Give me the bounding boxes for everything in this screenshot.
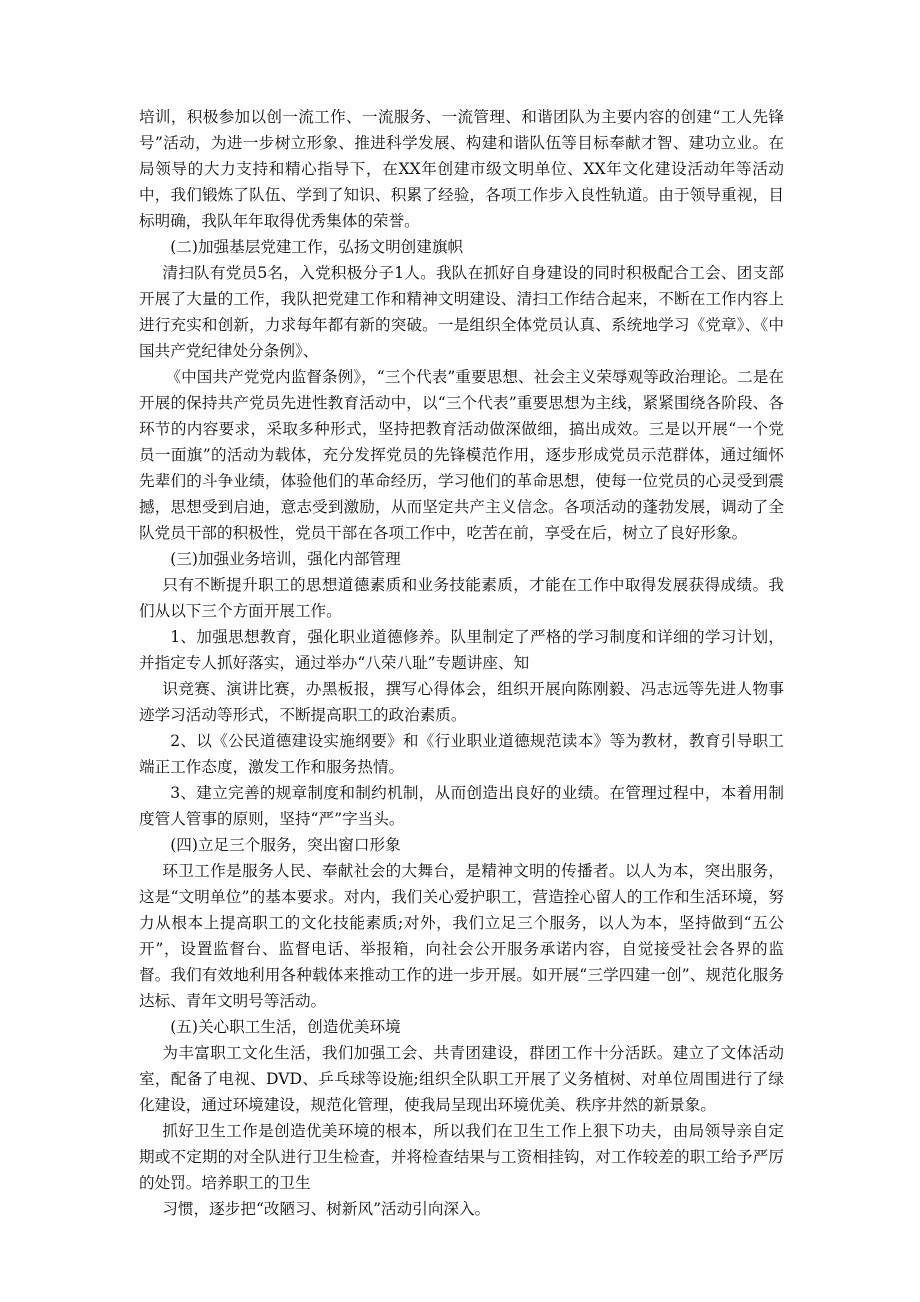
paragraph-7: 1、加强思想教育，强化职业道德修养。队里制定了严格的学习制度和详细的学习计划，并指定专人抓好落实，通过举办“八荣八耻”专题讲座、知 bbox=[139, 628, 784, 672]
section-heading-5: (五)关心职工生活，创造优美环境 bbox=[170, 1018, 401, 1036]
paragraph-9: 2、以《公民道德建设实施纲要》和《行业职业道德规范读本》等为教材，教育引导职工端正工作态度，激发工作和服务热情。 bbox=[139, 732, 784, 776]
section-heading-2: (二)加强基层党建工作，弘扬文明创建旗帜 bbox=[170, 238, 464, 256]
document-page bbox=[139, 104, 784, 1222]
section-heading-3: (三)加强业务培训，强化内部管理 bbox=[170, 550, 401, 568]
paragraph-12: 环卫工作是服务人民、奉献社会的大舞台，是精神文明的传播者。以人为本，突出服务，这是“文明单位”的基本要求。对内，我们关心爱护职工，营造拴心留人的工作和生活环境，努力从根本上提高职工的文化技能素质;对外，我们立足三个服务，以人为本，坚持做到“五公开”，设置监督台、监督电话、举报箱，向社会公开服务承诺内容，自觉接受社会各界的监督。我们有效地利用各种载体来推动工作的进一步开展。如开展“三学四建一创”、规范化服务达标、青年文明号等活动。 bbox=[139, 862, 784, 1010]
section-heading-4: (四)立足三个服务，突出窗口形象 bbox=[170, 836, 401, 854]
paragraph-4: 《中国共产党党内监督条例》，“三个代表”重要思想、社会主义荣辱观等政治理论。二是在开展的保持共产党员先进性教育活动中，以“三个代表”重要思想为主线，紧紧围绕各阶段、各环节的内容要求，采取多种形式，坚持把教育活动做深做细，搞出成效。三是以开展“一个党员一面旗”的活动为载体，充分发挥党员的先锋模范作用，逐步形成党员示范群体，通过缅怀先辈们的斗争业绩，体验他们的革命经历，学习他们的革命思想，使每一位党员的心灵受到震撼，思想受到启迪，意志受到激励，从而坚定共产主义信念。各项活动的蓬勃发展，调动了全队党员干部的积极性，党员干部在各项工作中，吃苦在前，享受在后，树立了良好形象。 bbox=[139, 368, 784, 542]
paragraph-8: 识竞赛、演讲比赛，办黑板报，撰写心得体会，组织开展向陈刚毅、冯志远等先进人物事迹学习活动等形式，不断提高职工的政治素质。 bbox=[139, 680, 784, 724]
paragraph-6: 只有不断提升职工的思想道德素质和业务技能素质，才能在工作中取得发展获得成绩。我们从以下三个方面开展工作。 bbox=[139, 576, 784, 620]
paragraph-16: 习惯，逐步把“改陋习、树新风”活动引向深入。 bbox=[162, 1200, 491, 1218]
paragraph-10: 3、建立完善的规章制度和制约机制，从而创造出良好的业绩。在管理过程中，本着用制度管人管事的原则，坚持“严”字当头。 bbox=[139, 784, 784, 828]
paragraph-3: 清扫队有党员5名，入党积极分子1人。我队在抓好自身建设的同时积极配合工会、团支部开展了大量的工作，我队把党建工作和精神文明建设、清扫工作结合起来，不断在工作内容上进行充实和创新，力求每年都有新的突破。一是组织全体党员认真、系统地学习《党章》、《中国共产党纪律处分条例》、 bbox=[139, 264, 784, 360]
paragraph-15: 抓好卫生工作是创造优美环境的根本，所以我们在卫生工作上狠下功夫，由局领导亲自定期或不定期的对全队进行卫生检查，并将检查结果与工资相挂钩，对工作较差的职工给予严厉的处罚。培养职工的卫生 bbox=[139, 1122, 784, 1192]
paragraph-1: 培训，积极参加以创一流工作、一流服务、一流管理、和谐团队为主要内容的创建“工人先锋号”活动，为进一步树立形象、推进科学发展、构建和谐队伍等目标奉献才智、建功立业。在局领导的大力支持和精心指导下，在XX年创建市级文明单位、XX年文化建设活动年等活动中，我们锻炼了队伍、学到了知识、积累了经验，各项工作步入良性轨道。由于领导重视，目标明确，我队年年取得优秀集体的荣誉。 bbox=[139, 108, 784, 230]
paragraph-14: 为丰富职工文化生活，我们加强工会、共青团建设，群团工作十分活跃。建立了文体活动室，配备了电视、DVD、乒乓球等设施;组织全队职工开展了义务植树、对单位周围进行了绿化建设，通过环境建设，规范化管理，使我局呈现出环境优美、秩序井然的新景象。 bbox=[139, 1044, 784, 1114]
